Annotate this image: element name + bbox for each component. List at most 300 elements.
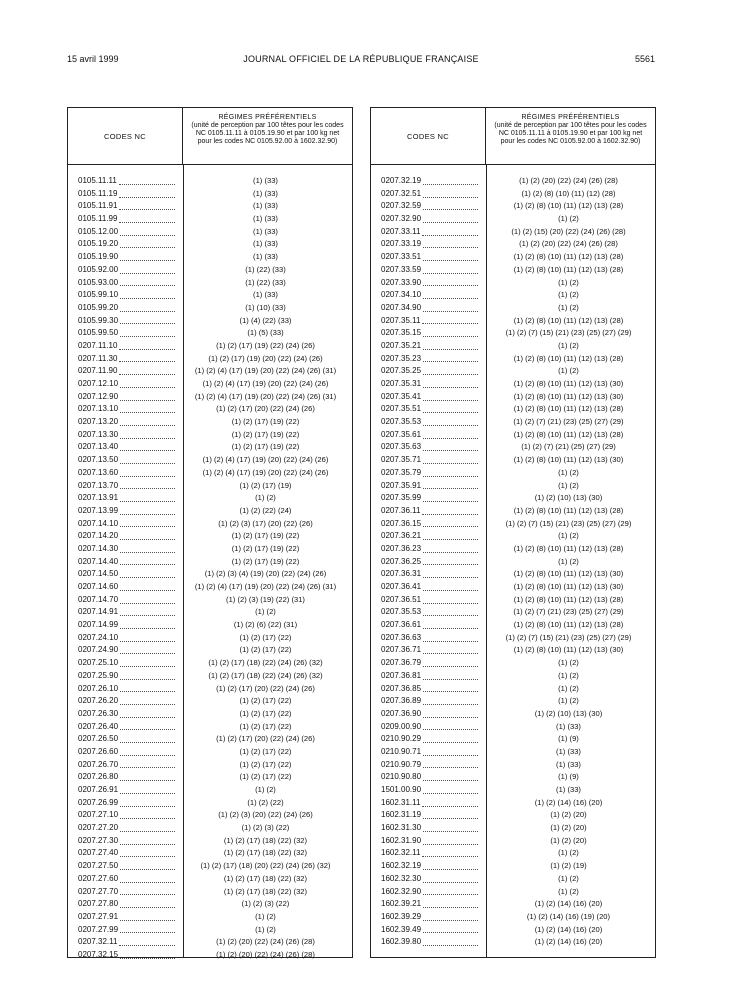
regimes-cell: (1) (2) (3) (17) (20) (22) (26)	[218, 518, 313, 528]
regimes-cell: (1) (2) (3) (4) (19) (20) (22) (24) (26)	[204, 569, 327, 579]
table-row	[371, 594, 655, 607]
regimes-cell: (1) (2) (7) (15) (21) (23) (25) (27) (29)	[505, 328, 632, 338]
code-nc: 0207.36.21	[381, 531, 422, 541]
code-nc: 0207.32.11	[78, 937, 118, 947]
code-nc: 1602.32.90	[381, 886, 422, 896]
table-row	[371, 695, 655, 708]
dot-leader	[423, 584, 478, 591]
code-nc: 0207.35.63	[381, 442, 422, 452]
regimes-cell: (1) (2) (8) (10) (11) (12) (13) (30)	[513, 391, 624, 401]
code-nc: 0105.99.30	[78, 315, 119, 325]
table-row	[371, 416, 655, 429]
dot-leader	[423, 482, 478, 489]
dot-leader	[120, 406, 175, 413]
code-nc: 0105.11.11	[78, 176, 117, 185]
code-cell	[68, 327, 183, 340]
table-row	[371, 289, 655, 302]
code-nc: 0207.14.10	[78, 518, 119, 528]
code-cell	[371, 264, 486, 277]
table-row	[68, 340, 352, 353]
regimes-cell: (1) (2)	[558, 658, 579, 668]
table-row	[68, 238, 352, 251]
regimes-cell: (1) (2)	[558, 366, 579, 376]
dot-leader	[120, 926, 175, 933]
code-nc: 0207.32.59	[381, 201, 422, 211]
dot-leader	[422, 229, 478, 236]
regimes-cell: (1) (2)	[558, 467, 579, 477]
code-cell	[68, 644, 183, 657]
code-nc: 0105.99.50	[78, 328, 119, 338]
regimes-cell: (1) (2) (17) (22)	[239, 721, 292, 731]
table-row	[68, 873, 352, 886]
regimes-cell: (1) (2) (20) (22) (24) (26) (28)	[216, 937, 315, 947]
regimes-cell: (1) (2) (8) (10) (11) (12) (13) (28)	[513, 543, 624, 553]
dot-leader	[423, 394, 478, 401]
dot-leader	[120, 723, 175, 730]
code-nc: 0207.27.99	[78, 924, 119, 934]
regimes-cell: (1) (2) (10) (13) (30)	[534, 493, 603, 503]
code-nc: 0207.26.99	[78, 797, 119, 807]
table-row	[371, 797, 655, 810]
table-row	[371, 226, 655, 239]
code-nc: 0207.32.19	[381, 176, 422, 185]
regimes-cell: (1) (2) (4) (17) (19) (20) (22) (24) (26)	[202, 467, 329, 477]
code-cell	[371, 416, 486, 429]
regimes-cell: (1) (2) (17) (22)	[239, 746, 292, 756]
table-row	[68, 391, 352, 404]
code-cell	[68, 924, 183, 937]
left-table-header	[68, 108, 352, 165]
dot-leader	[423, 457, 478, 464]
code-nc: 0207.26.50	[78, 734, 119, 744]
code-nc: 0207.35.23	[381, 353, 422, 363]
codes-nc-heading: CODES NC	[68, 108, 183, 164]
regimes-cell: (1) (2) (17) (19) (22)	[231, 543, 300, 553]
table-row	[68, 302, 352, 315]
regimes-cell: (1) (2) (17) (22)	[239, 696, 292, 706]
dot-leader	[120, 241, 175, 248]
code-cell	[371, 188, 486, 201]
dot-leader	[423, 571, 478, 578]
code-cell	[68, 581, 183, 594]
code-nc: 0207.13.40	[78, 442, 119, 452]
table-row	[371, 505, 655, 518]
regimes-cell: (1) (2)	[558, 290, 579, 300]
code-cell	[371, 226, 486, 239]
code-cell	[68, 898, 183, 911]
code-nc: 0105.93.00	[78, 277, 119, 287]
code-nc: 0207.26.60	[78, 746, 119, 756]
code-nc: 0207.27.80	[78, 899, 119, 909]
regimes-cell: (1) (22) (33)	[245, 277, 286, 287]
table-row	[68, 518, 352, 531]
dot-leader	[119, 191, 175, 198]
regimes-cell: (1) (33)	[253, 214, 278, 224]
dot-leader	[423, 279, 478, 286]
dot-leader	[120, 330, 175, 337]
table-row	[371, 556, 655, 569]
code-cell	[68, 391, 183, 404]
left-table	[67, 107, 353, 958]
table-row	[371, 429, 655, 442]
dot-leader	[423, 723, 478, 730]
regimes-cell: (1) (33)	[253, 226, 278, 236]
dot-leader	[423, 825, 478, 832]
code-nc: 0207.13.50	[78, 455, 119, 465]
code-nc: 0207.26.20	[78, 696, 119, 706]
code-cell	[68, 733, 183, 746]
regimes-cell: (1) (2) (8) (10) (11) (12) (13) (28)	[513, 620, 624, 630]
code-cell	[371, 315, 486, 328]
table-row	[371, 188, 655, 201]
code-nc: 0207.35.51	[381, 404, 422, 414]
regimes-cell: (1) (2)	[255, 607, 276, 617]
regimes-cell: (1) (33)	[253, 176, 278, 185]
dot-leader	[120, 914, 175, 921]
table-row	[68, 670, 352, 683]
dot-leader	[423, 749, 478, 756]
table-row	[68, 289, 352, 302]
table-row	[68, 619, 352, 632]
dot-leader	[423, 368, 478, 375]
code-nc: 0207.11.90	[78, 366, 118, 376]
code-nc: 0207.36.41	[381, 582, 422, 591]
dot-leader	[423, 191, 478, 198]
code-cell	[68, 784, 183, 797]
code-cell	[68, 860, 183, 873]
code-nc: 1602.39.80	[381, 937, 422, 947]
dot-leader	[119, 203, 175, 210]
code-nc: 0207.35.99	[381, 493, 422, 503]
regimes-cell: (1) (2) (17) (18) (22) (24) (26) (32)	[208, 658, 323, 668]
table-row	[68, 733, 352, 746]
dot-leader	[423, 609, 478, 616]
dot-leader	[120, 647, 175, 654]
dot-leader	[423, 622, 478, 629]
table-row	[68, 505, 352, 518]
table-row	[68, 492, 352, 505]
code-cell	[371, 365, 486, 378]
dot-leader	[119, 355, 175, 362]
dot-leader	[120, 685, 175, 692]
code-nc: 0207.14.20	[78, 531, 119, 541]
code-cell	[371, 924, 486, 937]
table-row	[68, 315, 352, 328]
dot-leader	[120, 774, 175, 781]
code-cell	[68, 416, 183, 429]
regimes-cell: (1) (2) (17) (20) (22) (24) (26)	[216, 734, 315, 744]
table-row	[68, 822, 352, 835]
code-cell	[371, 581, 486, 594]
regimes-cell: (1) (2) (14) (16) (20)	[534, 924, 603, 934]
dot-leader	[120, 787, 175, 794]
dot-leader	[120, 749, 175, 756]
regimes-cell: (1) (2) (6) (22) (31)	[233, 620, 298, 630]
table-row	[68, 441, 352, 454]
table-row	[68, 708, 352, 721]
regimes-cell: (1) (2)	[558, 873, 579, 883]
table-row	[371, 200, 655, 213]
code-nc: 0105.92.00	[78, 264, 119, 274]
dot-leader	[120, 457, 175, 464]
dot-leader	[120, 229, 175, 236]
dot-leader	[423, 774, 478, 781]
regimes-cell: (1) (2) (17) (20) (22) (24) (26)	[216, 404, 315, 414]
code-cell	[371, 632, 486, 645]
regimes-cell: (1) (2) (8) (10) (11) (12) (28)	[521, 188, 616, 198]
code-nc: 0207.35.21	[381, 340, 422, 350]
dot-leader	[120, 622, 175, 629]
regimes-cell: (1) (33)	[253, 239, 278, 249]
dot-leader	[119, 178, 175, 185]
code-cell	[371, 809, 486, 822]
table-row	[371, 911, 655, 924]
table-row	[371, 771, 655, 784]
table-row	[68, 277, 352, 290]
dot-leader	[120, 863, 175, 870]
dot-leader	[423, 939, 478, 946]
code-cell	[68, 315, 183, 328]
regimes-cell: (1) (2)	[558, 340, 579, 350]
right-table-header	[371, 108, 655, 165]
dot-leader	[423, 711, 478, 718]
regimes-cell: (1) (2) (7) (15) (21) (23) (25) (27) (29)	[505, 518, 632, 528]
table-row	[68, 568, 352, 581]
code-cell	[68, 606, 183, 619]
code-cell	[68, 365, 183, 378]
dot-leader	[120, 825, 175, 832]
table-row	[371, 327, 655, 340]
dot-leader	[423, 863, 478, 870]
table-row	[68, 886, 352, 899]
code-nc: 0207.13.60	[78, 467, 119, 477]
dot-leader	[120, 444, 175, 451]
code-cell	[68, 746, 183, 759]
regimes-cell: (1) (2)	[255, 493, 276, 503]
table-row	[68, 657, 352, 670]
code-nc: 0207.36.71	[381, 645, 422, 655]
table-row	[68, 264, 352, 277]
code-cell	[371, 873, 486, 886]
regimes-cell: (1) (2) (8) (10) (11) (12) (13) (28)	[513, 404, 624, 414]
code-cell	[371, 353, 486, 366]
code-nc: 0207.33.19	[381, 239, 422, 249]
code-cell	[68, 797, 183, 810]
regimes-cell: (1) (2) (17) (19) (22)	[231, 417, 300, 427]
regimes-cell: (1) (2) (8) (10) (11) (12) (13) (30)	[513, 645, 624, 655]
right-table	[370, 107, 656, 958]
code-cell	[68, 251, 183, 264]
regimes-cell: (1) (2) (8) (10) (11) (12) (13) (28)	[513, 252, 624, 262]
code-nc: 0207.14.91	[78, 607, 119, 617]
page-header	[67, 54, 655, 68]
table-row	[68, 378, 352, 391]
table-row	[68, 949, 352, 962]
code-nc: 0105.11.19	[78, 188, 118, 198]
dot-leader	[120, 508, 175, 515]
code-cell	[68, 886, 183, 899]
dot-leader	[423, 241, 478, 248]
table-row	[371, 924, 655, 937]
code-nc: 0207.27.20	[78, 823, 119, 833]
code-cell	[68, 721, 183, 734]
code-cell	[68, 619, 183, 632]
code-nc: 0207.35.53	[381, 607, 422, 617]
code-nc: 0105.99.10	[78, 290, 119, 300]
code-nc: 0207.13.99	[78, 505, 119, 515]
code-cell	[68, 289, 183, 302]
dot-leader	[423, 546, 478, 553]
regimes-cell: (1) (2)	[558, 670, 579, 680]
regimes-cell: (1) (2) (14) (16) (20)	[534, 797, 603, 807]
code-nc: 0207.27.50	[78, 861, 119, 871]
table-row	[371, 302, 655, 315]
code-cell	[371, 289, 486, 302]
regimes-cell: (1) (2) (17) (19) (22)	[231, 429, 300, 439]
dot-leader	[423, 698, 478, 705]
code-cell	[68, 822, 183, 835]
code-cell	[68, 759, 183, 772]
code-nc: 0207.14.50	[78, 569, 119, 579]
code-nc: 0207.34.90	[381, 302, 422, 312]
table-row	[68, 632, 352, 645]
regimes-cell: (1) (2) (4) (17) (19) (20) (22) (24) (26) (31)	[194, 582, 337, 591]
regimes-cell: (1) (2) (17) (19) (20) (22) (24) (26)	[208, 353, 323, 363]
table-row	[371, 530, 655, 543]
regimes-cell: (1) (2) (17) (18) (22) (32)	[223, 873, 308, 883]
code-cell	[68, 200, 183, 213]
code-nc: 0207.35.25	[381, 366, 422, 376]
dot-leader	[423, 926, 478, 933]
table-row	[371, 644, 655, 657]
dot-leader	[120, 520, 175, 527]
table-row	[68, 188, 352, 201]
code-cell	[371, 759, 486, 772]
code-cell	[68, 213, 183, 226]
regimes-cell: (1) (2) (20) (22) (24) (26) (28)	[519, 239, 618, 249]
code-cell	[68, 873, 183, 886]
table-row	[371, 264, 655, 277]
dot-leader	[119, 368, 175, 375]
code-cell	[68, 657, 183, 670]
code-nc: 0207.13.70	[78, 480, 119, 490]
codes-nc-heading: CODES NC	[371, 108, 486, 164]
dot-leader	[423, 178, 478, 185]
table-row	[68, 353, 352, 366]
table-row	[371, 619, 655, 632]
regimes-cell: (1) (2)	[558, 531, 579, 541]
dot-leader	[120, 673, 175, 680]
regimes-cell: (1) (10) (33)	[245, 302, 286, 312]
regimes-cell: (1) (2) (8) (10) (11) (12) (13) (28)	[513, 201, 624, 211]
code-cell	[371, 505, 486, 518]
table-row	[68, 936, 352, 949]
dot-leader	[120, 952, 175, 959]
dot-leader	[120, 292, 175, 299]
code-cell	[371, 277, 486, 290]
code-nc: 0207.27.60	[78, 873, 119, 883]
regimes-cell: (1) (2)	[558, 848, 579, 858]
regimes-cell: (1) (2) (8) (10) (11) (12) (13) (28)	[513, 505, 624, 515]
regimes-title: RÉGIMES PRÉFÉRENTIELS	[218, 114, 317, 121]
dot-leader	[120, 635, 175, 642]
dot-leader	[423, 254, 478, 261]
regimes-cell: (1) (2) (20) (22) (24) (26) (28)	[519, 176, 618, 185]
code-cell	[68, 302, 183, 315]
code-cell	[371, 670, 486, 683]
table-row	[371, 340, 655, 353]
dot-leader	[423, 470, 478, 477]
page-number: 5561	[634, 54, 655, 64]
table-row	[371, 365, 655, 378]
table-row	[371, 251, 655, 264]
code-cell	[371, 746, 486, 759]
dot-leader	[423, 558, 478, 565]
table-row	[68, 556, 352, 569]
regimes-cell: (1) (2)	[558, 683, 579, 693]
code-cell	[371, 606, 486, 619]
code-nc: 0207.25.90	[78, 670, 119, 680]
code-nc: 0207.26.91	[78, 785, 119, 794]
code-nc: 0207.24.90	[78, 645, 119, 655]
code-cell	[68, 835, 183, 848]
table-row	[68, 835, 352, 848]
regimes-cell: (1) (2) (8) (10) (11) (12) (13) (30)	[513, 379, 624, 388]
code-nc: 0207.27.10	[78, 810, 119, 820]
code-cell	[68, 441, 183, 454]
code-nc: 0105.99.20	[78, 302, 119, 312]
code-cell	[371, 213, 486, 226]
code-nc: 0207.27.91	[78, 911, 119, 921]
table-row	[68, 467, 352, 480]
code-cell	[371, 340, 486, 353]
dot-leader	[120, 571, 175, 578]
table-row	[371, 378, 655, 391]
code-cell	[68, 543, 183, 556]
dot-leader	[423, 597, 478, 604]
table-row	[371, 708, 655, 721]
table-row	[371, 454, 655, 467]
code-nc: 0209.00.90	[381, 721, 422, 731]
dot-leader	[120, 698, 175, 705]
code-cell	[371, 518, 486, 531]
dot-leader	[423, 432, 478, 439]
table-row	[371, 860, 655, 873]
table-row	[371, 670, 655, 683]
table-row	[68, 924, 352, 937]
table-row	[371, 568, 655, 581]
code-nc: 0207.14.60	[78, 582, 119, 591]
regimes-cell: (1) (2) (10) (13) (30)	[534, 708, 603, 718]
code-nc: 0207.27.30	[78, 835, 119, 845]
table-row	[68, 860, 352, 873]
dot-leader	[423, 635, 478, 642]
table-row	[68, 898, 352, 911]
table-row	[371, 238, 655, 251]
code-cell	[371, 860, 486, 873]
regimes-title: RÉGIMES PRÉFÉRENTIELS	[521, 114, 620, 121]
regimes-cell: (1) (2) (17) (19) (22)	[231, 556, 300, 566]
table-row	[371, 315, 655, 328]
dot-leader	[423, 216, 478, 223]
regimes-cell: (1) (2) (4) (17) (19) (20) (22) (24) (26) (31)	[194, 366, 337, 376]
code-cell	[68, 632, 183, 645]
regimes-cell: (1) (2) (4) (17) (19) (20) (22) (24) (26)	[202, 455, 329, 465]
table-row	[371, 822, 655, 835]
regimes-cell: (1) (2) (8) (10) (11) (12) (13) (28)	[513, 353, 624, 363]
table-row	[371, 886, 655, 899]
code-cell	[68, 847, 183, 860]
